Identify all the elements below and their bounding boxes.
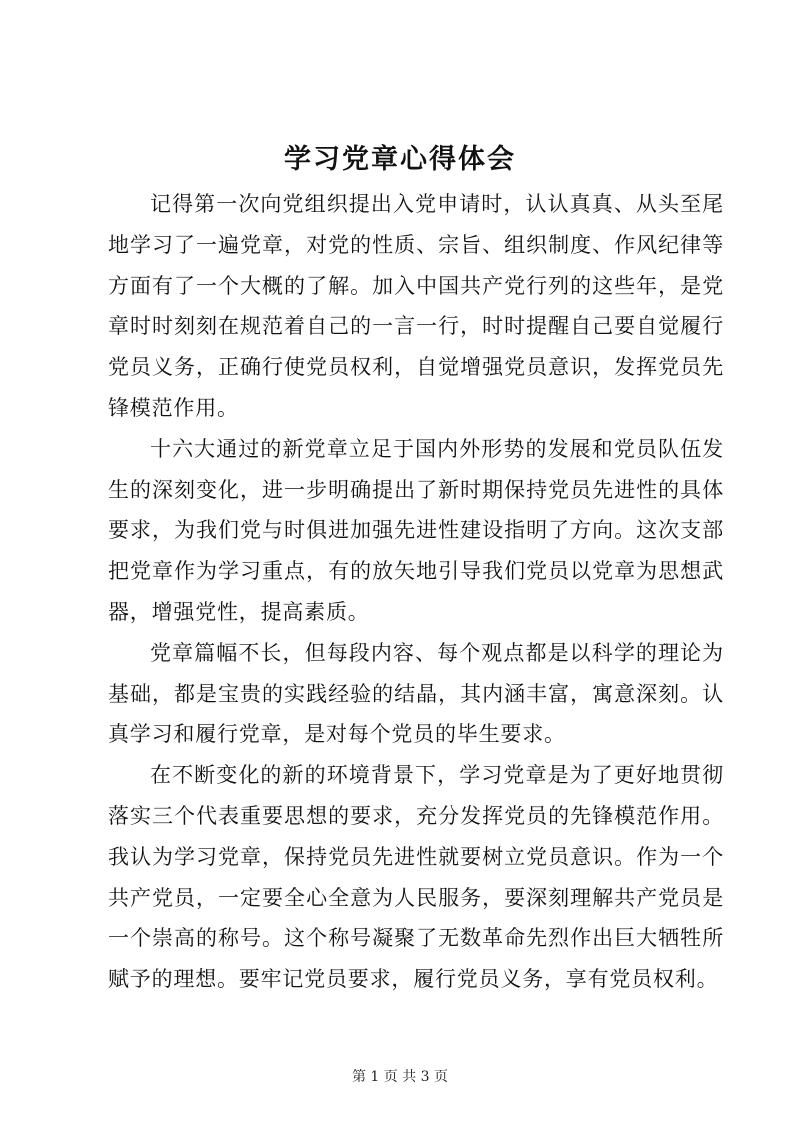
page-number-footer: 第 1 页 共 3 页 <box>351 1069 449 1085</box>
paragraph-3: 党章篇幅不长，但每段内容、每个观点都是以科学的理论为基础，都是宝贵的实践经验的结晶，其内涵丰富，寓意深刻。认真学习和履行党章，是对每个党员的毕生要求。 <box>108 640 724 747</box>
document-title: 学习党章心得体会 <box>284 144 516 175</box>
document-body <box>108 184 724 1000</box>
paragraph-4: 在不断变化的新的环境背景下，学习党章是为了更好地贯彻落实三个代表重要思想的要求，充分发挥党员的先锋模范作用。我认为学习党章，保持党员先进性就要树立党员意识。作为一个共产党员，一定要全心全意为人民服务，要深刻理解共产党员是一个崇高的称号。这个称号凝聚了无数革命先烈作出巨大牺牲所赋予的理想。要牢记党员要求，履行党员义务，享有党员权利。 <box>108 763 724 992</box>
paragraph-2: 十六大通过的新党章立足于国内外形势的发展和党员队伍发生的深刻变化，进一步明确提出了新时期保持党员先进性的具体要求，为我们党与时俱进加强先进性建设指明了方向。这次支部把党章作为学习重点，有的放矢地引导我们党员以党章为思想武器，增强党性，提高素质。 <box>108 436 724 624</box>
paragraph-1: 记得第一次向党组织提出入党申请时，认认真真、从头至尾地学习了一遍党章，对党的性质、宗旨、组织制度、作风纪律等方面有了一个大概的了解。加入中国共产党行列的这些年，是党章时时刻刻在规范着自己的一言一行，时时提醒自己要自觉履行党员义务，正确行使党员权利，自觉增强党员意识，发挥党员先锋模范作用。 <box>108 192 724 420</box>
